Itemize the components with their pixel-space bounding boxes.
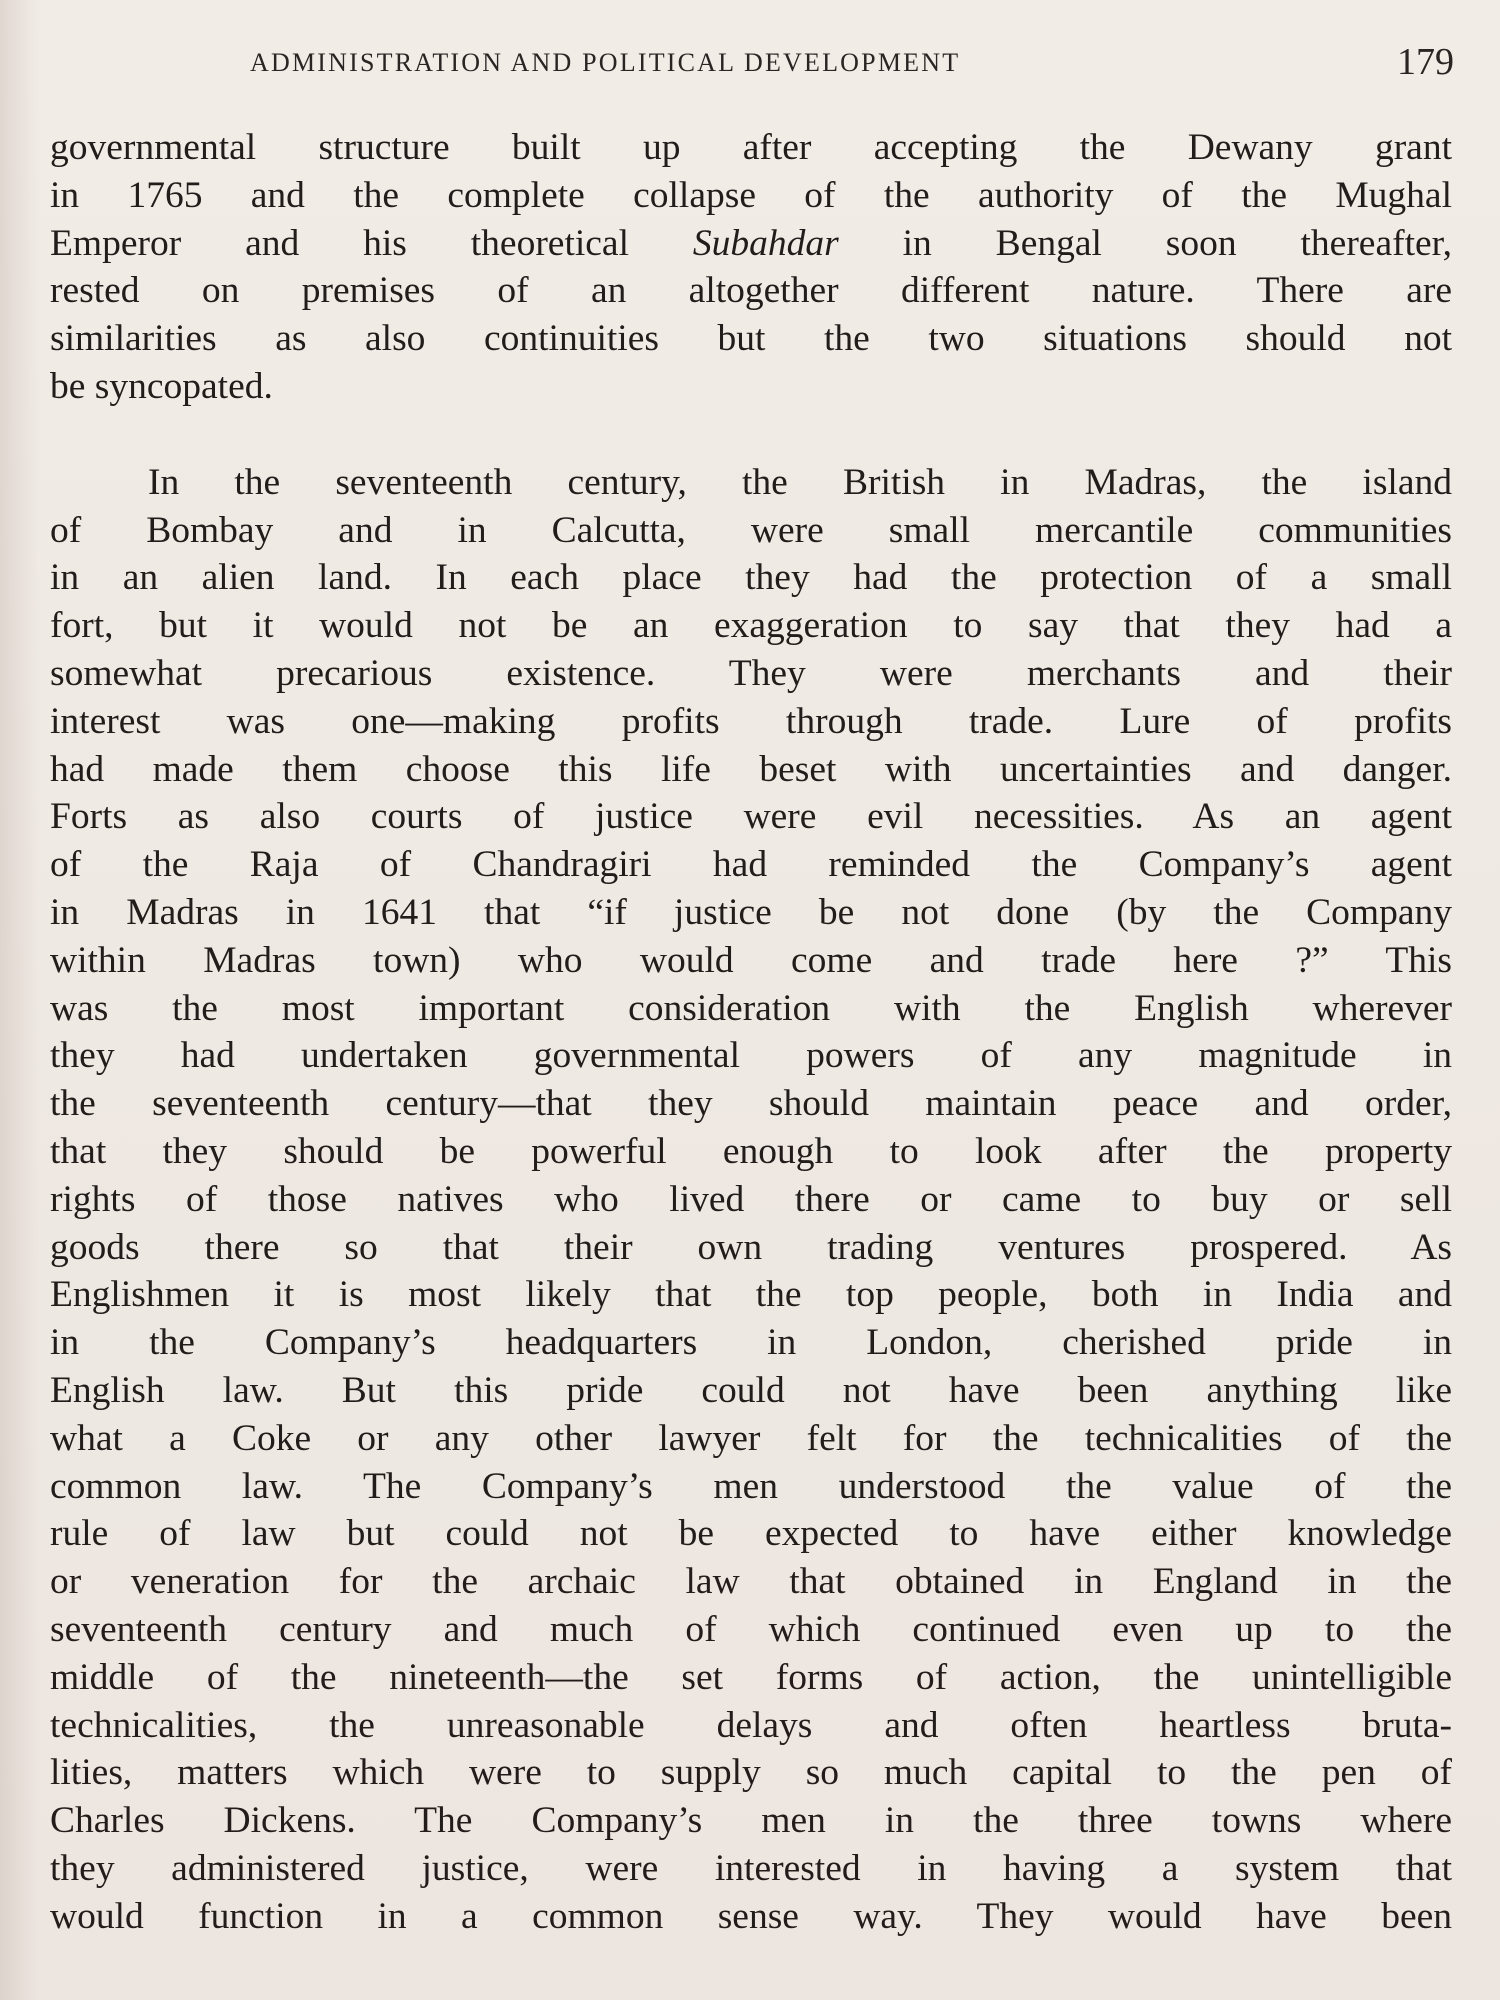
text-line: lities, matters which were to supply so much capital to the pen of: [50, 1752, 1452, 1794]
text-line: middle of the nineteenth—the set forms of action, the unintelligible: [50, 1656, 1452, 1698]
text-line: [50, 220, 1452, 268]
text-line: interest was one—making profits through trade. Lure of profits: [50, 700, 1452, 742]
text-line: of Bombay and in Calcutta, were small mercantile communities: [50, 509, 1452, 551]
text-line: would function in a common sense way. They would have been: [50, 1895, 1452, 1937]
paragraph-break: [50, 411, 1452, 459]
text-line: Englishmen it is most likely that the top people, both in India and: [50, 1274, 1452, 1316]
text-line: be syncopated.: [50, 365, 273, 407]
text-line: technicalities, the unreasonable delays and often heartless bruta-: [50, 1704, 1452, 1746]
text-line: had made them choose this life beset with uncertainties and danger.: [50, 748, 1452, 790]
text-line: in the Company’s headquarters in London, cherished pride in: [50, 1322, 1452, 1364]
text-line: in Madras in 1641 that “if justice be not done (by the Company: [50, 891, 1452, 933]
text-line: common law. The Company’s men understood the value of the: [50, 1465, 1452, 1507]
running-head: ADMINISTRATION AND POLITICAL DEVELOPMENT: [250, 48, 961, 77]
text-segment: Emperor and his theoretical: [50, 222, 629, 264]
page-number: 179: [1397, 41, 1454, 83]
text-line: within Madras town) who would come and trade here ?” This: [50, 939, 1452, 981]
text-line: was the most important consideration with the English wherever: [50, 987, 1452, 1029]
text-line: they administered justice, were interested in having a system that: [50, 1847, 1452, 1889]
text-line: English law. But this pride could not have been anything like: [50, 1369, 1452, 1411]
text-line: similarities as also continuities but the two situations should not: [50, 318, 1452, 360]
text-line: of the Raja of Chandragiri had reminded the Company’s agent: [50, 844, 1452, 886]
text-line: in an alien land. In each place they had the protection of a small: [50, 557, 1452, 599]
text-line: that they should be powerful enough to look after the property: [50, 1130, 1452, 1172]
text-line: Forts as also courts of justice were evil necessities. As an agent: [50, 796, 1452, 838]
text-line: seventeenth century and much of which continued even up to the: [50, 1608, 1452, 1650]
text-line: rule of law but could not be expected to have either knowledge: [50, 1513, 1452, 1555]
text-line: rights of those natives who lived there or came to buy or sell: [50, 1178, 1452, 1220]
text-line: or veneration for the archaic law that obtained in England in the: [50, 1561, 1452, 1603]
text-line: what a Coke or any other lawyer felt for the technicalities of the: [50, 1417, 1452, 1459]
text-line: the seventeenth century—that they should maintain peace and order,: [50, 1083, 1452, 1125]
italic-term: Subahdar: [692, 222, 839, 264]
text-line: they had undertaken governmental powers of any magnitude in: [50, 1035, 1452, 1077]
text-line: In the seventeenth century, the British in Madras, the island: [148, 461, 1452, 503]
body-text: [50, 124, 1452, 1940]
text-line: fort, but it would not be an exaggeration to say that they had a: [50, 605, 1452, 647]
text-segment: in Bengal soon thereafter,: [902, 222, 1453, 264]
page-gutter-shadow: [0, 0, 40, 2000]
text-line: rested on premises of an altogether different nature. There are: [50, 270, 1452, 312]
text-line: somewhat precarious existence. They were merchants and their: [50, 652, 1452, 694]
text-line: governmental structure built up after accepting the Dewany grant: [50, 127, 1452, 168]
text-line: in 1765 and the complete collapse of the authority of the Mughal: [50, 174, 1452, 216]
text-line: Charles Dickens. The Company’s men in the three towns where: [50, 1800, 1452, 1842]
text-line: goods there so that their own trading ventures prospered. As: [50, 1226, 1452, 1268]
